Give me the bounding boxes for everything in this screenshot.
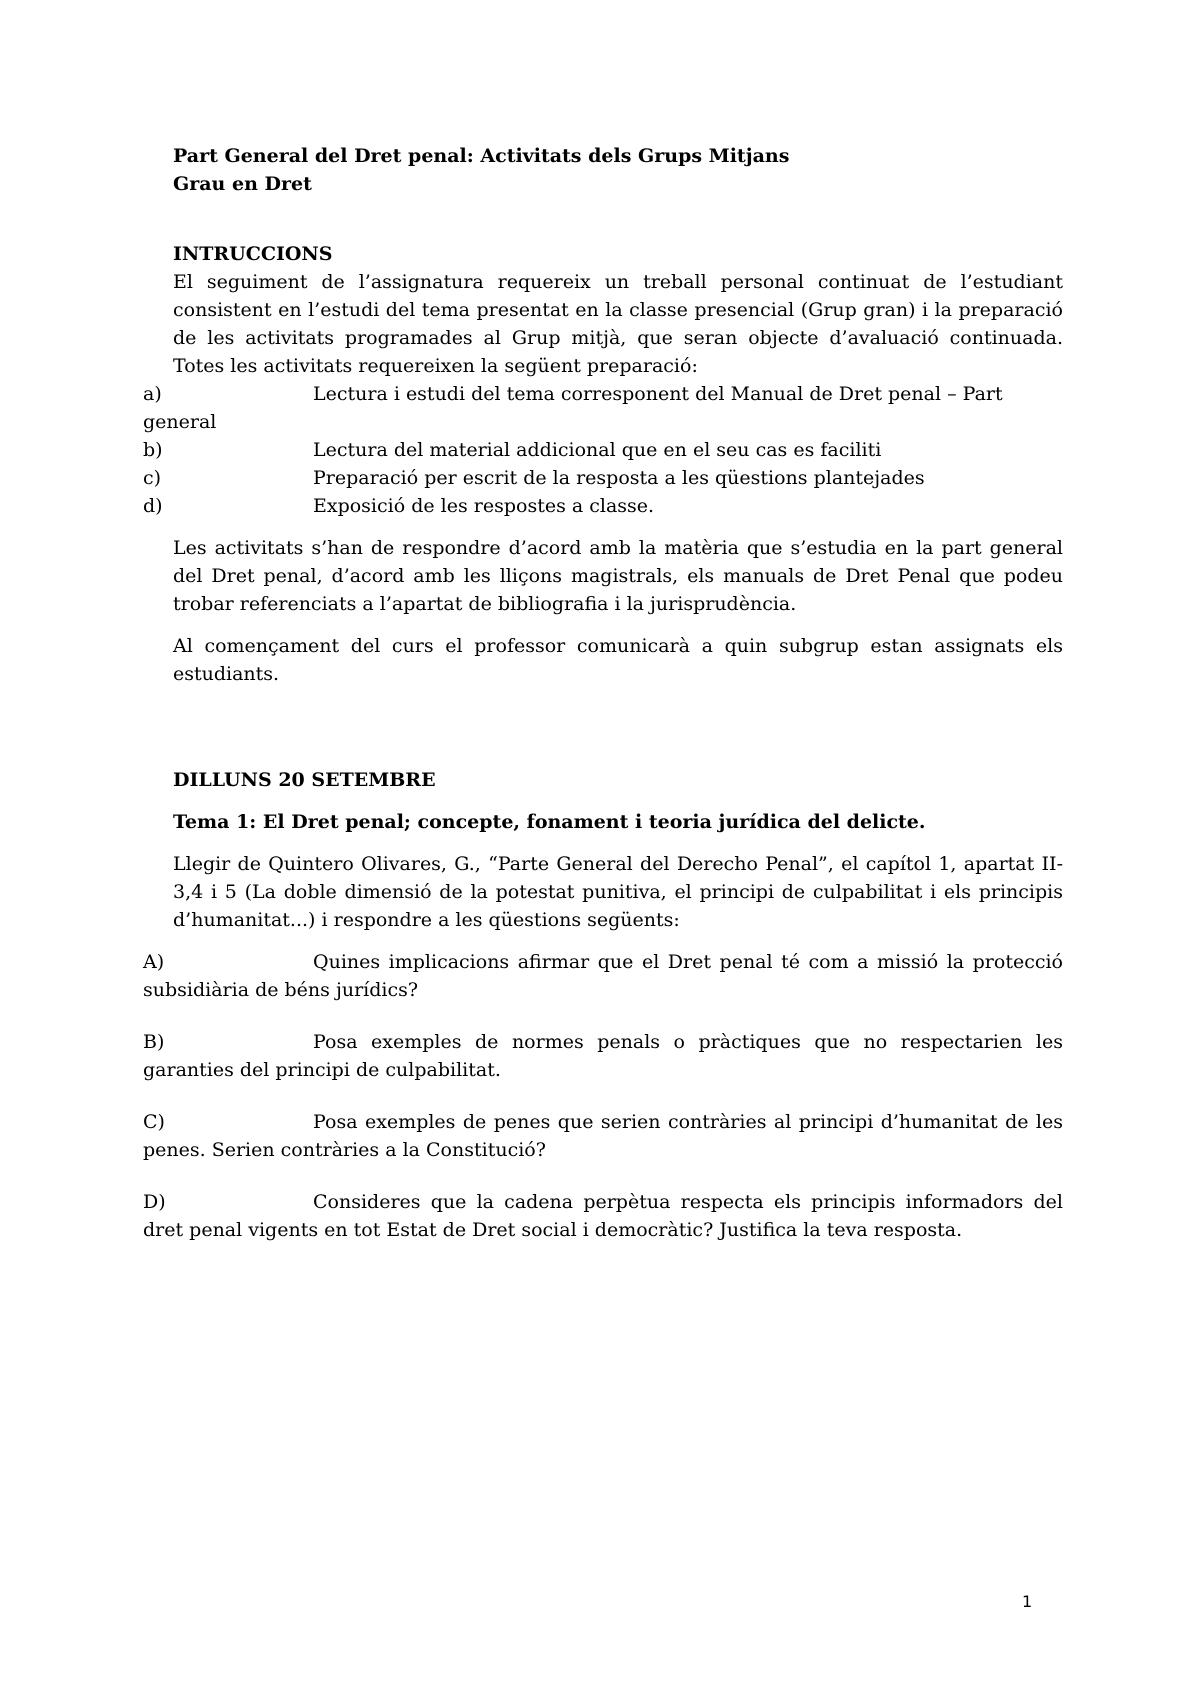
- question-label: C): [143, 1111, 165, 1133]
- list-item-label: b): [143, 439, 163, 461]
- question-item: [143, 1188, 1063, 1244]
- list-item-text: Lectura del material addicional que en el seu cas es faciliti: [313, 439, 882, 461]
- list-item-continuation: general: [143, 411, 217, 433]
- question-text: Posa exemples de normes penals o pràctiques que no respectarien les garanties del principi de culpabilitat.: [143, 1031, 1063, 1081]
- list-item: [143, 436, 1063, 464]
- question-item: [143, 1028, 1063, 1084]
- topic-heading: Tema 1: El Dret penal; concepte, fonament i teoria jurídica del delicte.: [173, 811, 926, 833]
- question-text: Quines implicacions afirmar que el Dret penal té com a missió la protecció subsidiària de béns jurídics?: [143, 951, 1063, 1001]
- list-item: [143, 464, 1063, 492]
- instructions-paragraph: Al començament del curs el professor comunicarà a quin subgrup estan assignats els estudiants.: [173, 635, 1063, 685]
- list-item-text: Lectura i estudi del tema corresponent del Manual de Dret penal – Part: [313, 383, 1003, 405]
- preparation-list: [143, 380, 1063, 520]
- question-text: Consideres que la cadena perpètua respecta els principis informadors del dret penal vigents en tot Estat de Dret social i democràtic? Justifica la teva resposta.: [143, 1191, 1063, 1241]
- question-label: D): [143, 1191, 166, 1213]
- document-title: Part General del Dret penal: Activitats dels Grups Mitjans: [173, 145, 790, 167]
- instructions-heading: INTRUCCIONS: [173, 243, 333, 265]
- question-label: B): [143, 1031, 165, 1053]
- list-item-label: d): [143, 495, 163, 517]
- instructions-intro: El seguiment de l’assignatura requereix un treball personal continuat de l’estudiant consistent en l’estudi del tema presentat en la classe presencial (Grup gran) i la preparació de les activitats programades al Grup mitjà, que seran objecte d’avaluació continuada. Totes les activitats requereixen la següent preparació:: [173, 271, 1063, 377]
- session-date-heading: DILLUNS 20 SETEMBRE: [173, 769, 436, 791]
- document-subtitle: Grau en Dret: [173, 173, 312, 195]
- question-label: A): [143, 951, 165, 973]
- instructions-paragraph: Les activitats s’han de respondre d’acord amb la matèria que s’estudia en la part general del Dret penal, d’acord amb les lliçons magistrals, els manuals de Dret Penal que podeu trobar referenciats a l’apartat de bibliografia i la jurisprudència.: [173, 537, 1063, 615]
- question-item: [143, 948, 1063, 1004]
- reading-instructions: Llegir de Quintero Olivares, G., “Parte General del Derecho Penal”, el capítol 1, apartat II-3,4 i 5 (La doble dimensió de la potestat punitiva, el principi de culpabilitat i els principis d’humanitat...) i respondre a les qüestions següents:: [173, 853, 1063, 931]
- list-item-text: Preparació per escrit de la resposta a les qüestions plantejades: [313, 467, 925, 489]
- question-item: [143, 1108, 1063, 1164]
- document-body: [143, 142, 1063, 1244]
- list-item: [143, 492, 1063, 520]
- list-item-label: c): [143, 467, 162, 489]
- question-text: Posa exemples de penes que serien contràries al principi d’humanitat de les penes. Serien contràries a la Constitució?: [143, 1111, 1063, 1161]
- page-number: 1: [1022, 1592, 1033, 1611]
- list-item-label: a): [143, 383, 162, 405]
- list-item-text: Exposició de les respostes a classe.: [313, 495, 655, 517]
- list-item: [143, 380, 1063, 408]
